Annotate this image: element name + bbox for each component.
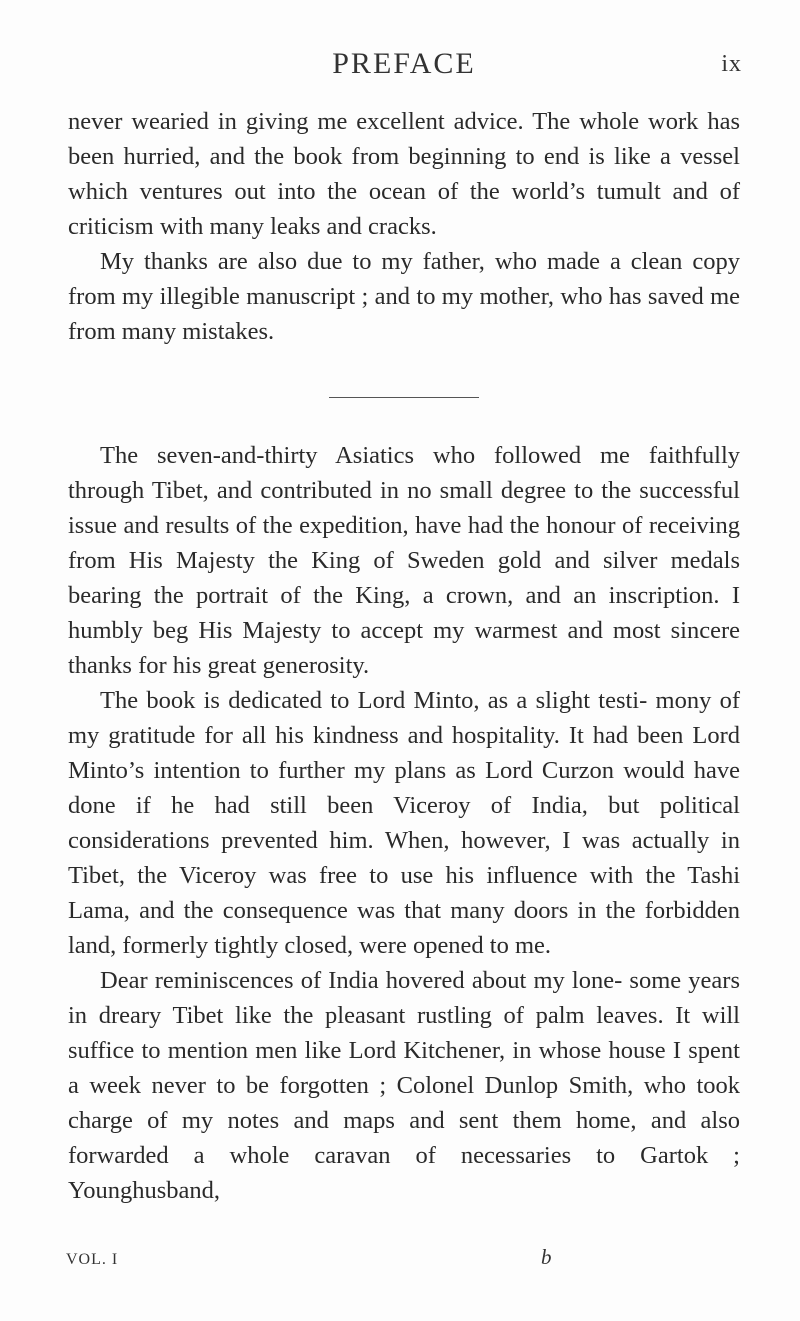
volume-label: VOL. I bbox=[66, 1251, 119, 1268]
signature-mark: b bbox=[541, 1245, 553, 1269]
page-number: ix bbox=[721, 51, 742, 77]
paragraph-asiatics-medals: The seven-and-thirty Asiatics who followed me faithfully through Tibet, and contributed in no small degree to the successful issue and results of the expedition, have had the honour of receiving from His Majesty the King of Sweden gold and silver medals bearing the portrait of the King, a crown, and an inscription. I humbly beg His Majesty to accept my warmest and most sincere thanks for his great generosity. bbox=[68, 442, 740, 679]
paragraph-reminiscences: Dear reminiscences of India hovered about my lone- some years in dreary Tibet like the pleasant rustling of palm leaves. It will suffice to mention men like Lord Kitchener, in whose house I spent a week never to be forgotten ; Colonel Dunlop Smith, who took charge of my notes and maps and sent them home, and also forwarded a whole caravan of necessaries to Gartok ; Younghusband, bbox=[68, 967, 740, 1204]
paragraph-thanks-parents: My thanks are also due to my father, who made a clean copy from my illegible manuscript ; and to my mother, who has saved me from many mistakes. bbox=[68, 248, 740, 345]
paragraph-continuation: never wearied in giving me excellent advice. The whole work has been hurried, and the book from beginning to end is like a vessel which ventures out into the ocean of the world’s tumult and of criticism with many leaks and cracks. bbox=[68, 108, 740, 240]
paragraph-dedication: The book is dedicated to Lord Minto, as a slight testi- mony of my gratitude for all his kindness and hospitality. It had been Lord Minto’s intention to further my plans as Lord Curzon would have done if he had still been Viceroy of India, but political considerations prevented him. When, however, I was actually in Tibet, the Viceroy was free to use his influence with the Tashi Lama, and the consequence was that many doors in the forbidden land, formerly tightly closed, were opened to me. bbox=[68, 687, 740, 959]
page-body bbox=[68, 104, 740, 1208]
running-header bbox=[66, 44, 742, 84]
section-divider bbox=[329, 397, 479, 398]
page-footer bbox=[66, 1245, 742, 1275]
running-head-title: PREFACE bbox=[332, 47, 476, 80]
